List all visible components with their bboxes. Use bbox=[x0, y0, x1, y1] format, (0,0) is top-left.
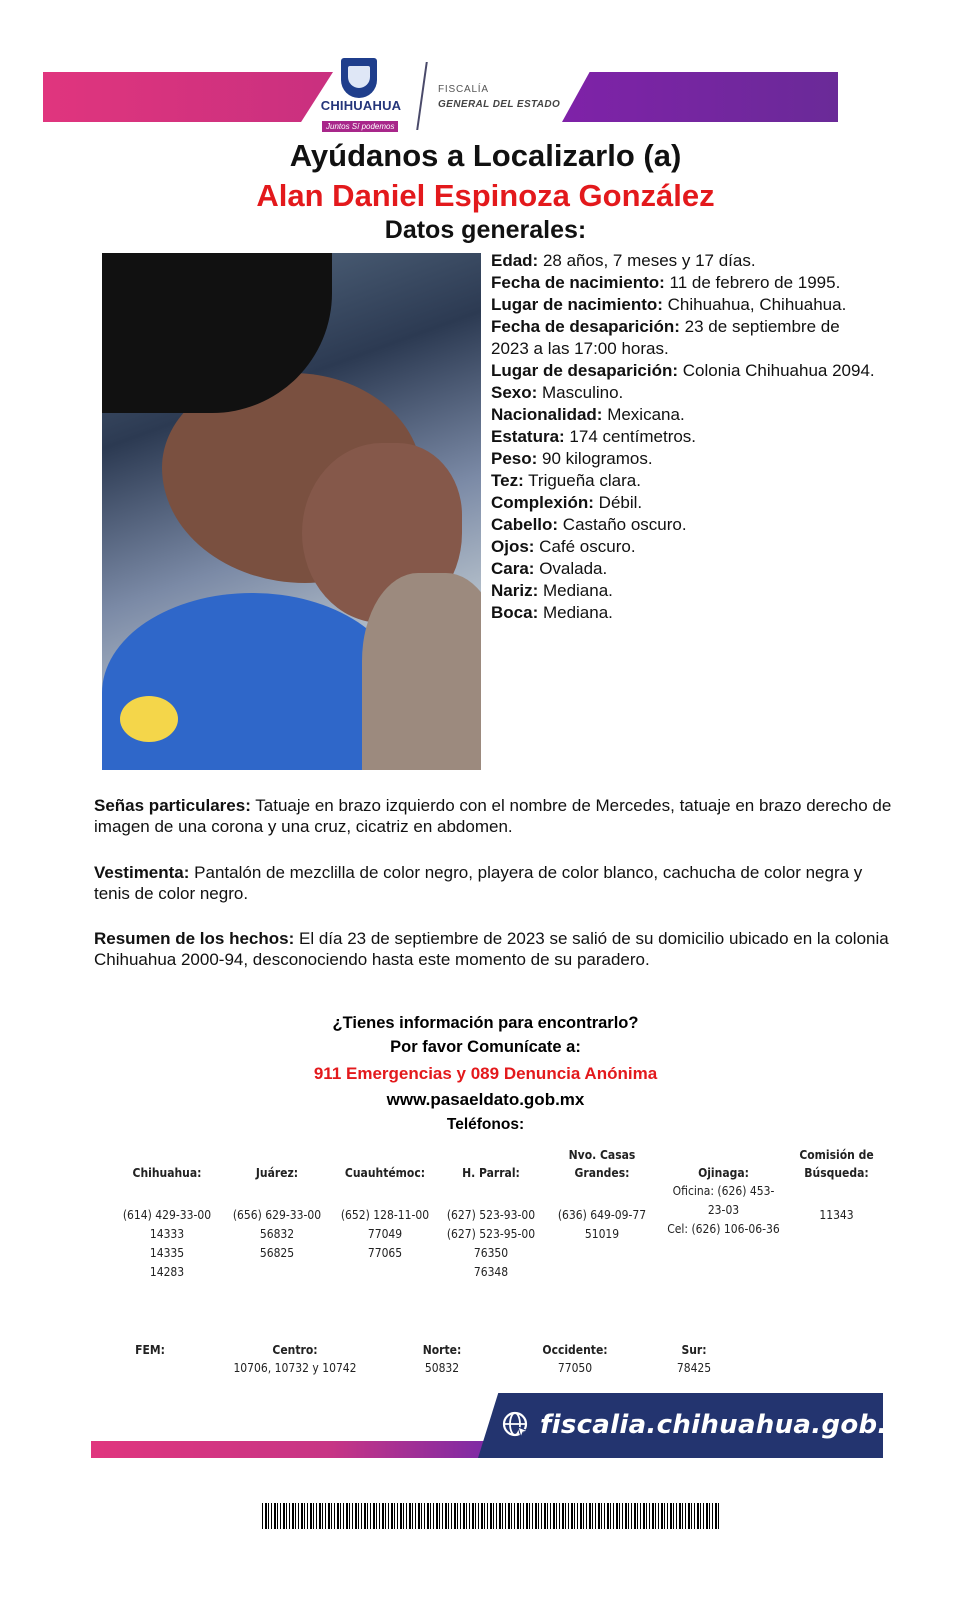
column-title: Sur: bbox=[681, 1343, 707, 1357]
detail-nariz: Nariz: Mediana. bbox=[491, 581, 613, 600]
contact-request: Por favor Comunícate a: bbox=[390, 1038, 581, 1056]
phone-line: (614) 429-33-00 bbox=[122, 1208, 212, 1222]
globe-cursor-icon bbox=[502, 1411, 530, 1439]
ext-norte bbox=[402, 1341, 482, 1378]
cell-phone: Cel: (626) 106-06-36 bbox=[667, 1222, 780, 1236]
phones-cuauhtemoc bbox=[326, 1164, 444, 1263]
column-title: Chihuahua: bbox=[132, 1166, 202, 1180]
column-title-line1: Nvo. Casas bbox=[568, 1148, 636, 1162]
footer-gradient-band bbox=[91, 1441, 491, 1458]
phone-line: 56825 bbox=[259, 1246, 295, 1260]
detail-lugar-nacimiento: Lugar de nacimiento: Chihuahua, Chihuahua. bbox=[491, 295, 847, 314]
column-title-line2: Grandes: bbox=[574, 1166, 630, 1180]
ext-fem bbox=[100, 1341, 200, 1359]
phone-line: (627) 523-95-00 bbox=[446, 1227, 536, 1241]
phone-line: 56832 bbox=[259, 1227, 295, 1241]
photo-tattooed-arm bbox=[362, 573, 481, 770]
general-data-heading: Datos generales: bbox=[384, 216, 587, 244]
column-title: Occidente: bbox=[542, 1343, 608, 1357]
phones-chihuahua bbox=[108, 1164, 226, 1282]
phone-line: 51019 bbox=[584, 1227, 620, 1241]
detail-cara: Cara: Ovalada. bbox=[491, 559, 608, 578]
phones-casas-grandes bbox=[543, 1146, 661, 1244]
detail-edad: Edad: 28 años, 7 meses y 17 días. bbox=[491, 251, 756, 270]
office-phone-line2: 23-03 bbox=[707, 1203, 740, 1217]
extension-value: 77050 bbox=[557, 1361, 593, 1375]
column-title: Cuauhtémoc: bbox=[344, 1166, 426, 1180]
ext-sur bbox=[654, 1341, 734, 1378]
fiscalia-website-link[interactable]: fiscalia.chihuahua.gob.mx bbox=[540, 1410, 933, 1440]
extension-value: 50832 bbox=[424, 1361, 460, 1375]
missing-person-photo bbox=[102, 253, 481, 770]
phone-line: (627) 523-93-00 bbox=[446, 1208, 536, 1222]
phone-line: 14335 bbox=[149, 1246, 185, 1260]
office-phone-line1: Oficina: (626) 453- bbox=[672, 1184, 775, 1198]
extension-value: 78425 bbox=[676, 1361, 712, 1375]
column-title: Centro: bbox=[272, 1343, 318, 1357]
header-divider bbox=[416, 62, 428, 130]
detail-tez: Tez: Trigueña clara. bbox=[491, 471, 641, 490]
detail-sexo: Sexo: Masculino. bbox=[491, 383, 624, 402]
phone-line: (636) 649-09-77 bbox=[557, 1208, 647, 1222]
phone-line: 77065 bbox=[367, 1246, 403, 1260]
phones-juarez bbox=[218, 1164, 336, 1263]
missing-person-name: Alan Daniel Espinoza González bbox=[256, 178, 715, 213]
detail-estatura: Estatura: 174 centímetros. bbox=[491, 427, 697, 446]
detail-ojos: Ojos: Café oscuro. bbox=[491, 537, 636, 556]
emergency-numbers: 911 Emergencias y 089 Denuncia Anónima bbox=[313, 1064, 658, 1083]
detail-complexion: Complexión: Débil. bbox=[491, 493, 643, 512]
detail-nacionalidad: Nacionalidad: Mexicana. bbox=[491, 405, 685, 424]
detail-fecha-desaparicion: Fecha de desaparición: 23 de septiembre de 2023 a las 17:00 horas. bbox=[491, 317, 840, 358]
state-crest-shield-icon bbox=[348, 66, 370, 88]
phone-line: 76348 bbox=[473, 1265, 509, 1279]
phones-comision-busqueda bbox=[784, 1146, 889, 1225]
ext-centro bbox=[215, 1341, 375, 1378]
column-title-line2: Búsqueda: bbox=[804, 1166, 869, 1180]
detail-lugar-desaparicion: Lugar de desaparición: Colonia Chihuahua 2094. bbox=[491, 361, 875, 380]
detail-cabello: Cabello: Castaño oscuro. bbox=[491, 515, 687, 534]
general-data-list bbox=[491, 250, 881, 624]
extension-value: 10706, 10732 y 10742 bbox=[233, 1361, 357, 1375]
barcode bbox=[262, 1503, 720, 1529]
distinguishing-marks: Señas particulares: Tatuaje en brazo izquierdo con el nombre de Mercedes, tatuaje en brazo derecho de imagen de una corona y una cruz, cicatriz en abdomen. bbox=[94, 796, 892, 836]
phones-parral bbox=[432, 1164, 550, 1282]
emoji-sticker-icon bbox=[120, 696, 178, 742]
phone-line: 14333 bbox=[149, 1227, 185, 1241]
column-title: H. Parral: bbox=[462, 1166, 520, 1180]
column-title: Juárez: bbox=[255, 1166, 299, 1180]
detail-boca: Boca: Mediana. bbox=[491, 603, 613, 622]
header-purple-band bbox=[562, 72, 838, 122]
column-title-line1: Comisión de bbox=[799, 1148, 874, 1162]
state-name: CHIHUAHUA bbox=[320, 98, 402, 113]
detail-peso: Peso: 90 kilogramos. bbox=[491, 449, 653, 468]
phone-line: 76350 bbox=[473, 1246, 509, 1260]
photo-shirt bbox=[102, 593, 402, 770]
column-title: FEM: bbox=[135, 1343, 165, 1357]
phone-line: 11343 bbox=[819, 1208, 854, 1222]
detail-fecha-nacimiento: Fecha de nacimiento: 11 de febrero de 1995. bbox=[491, 273, 841, 292]
phone-line: 77049 bbox=[367, 1227, 403, 1241]
info-question: ¿Tienes información para encontrarlo? bbox=[332, 1014, 639, 1032]
phone-line: 14283 bbox=[149, 1265, 185, 1279]
agency-name-line1: FISCALÍA bbox=[438, 84, 489, 95]
phones-ojinaga bbox=[656, 1164, 791, 1239]
tip-website-link[interactable]: www.pasaeldato.gob.mx bbox=[386, 1090, 585, 1109]
incident-summary: Resumen de los hechos: El día 23 de septiembre de 2023 se salió de su domicilio ubicado en la colonia Chihuahua 2000-94, desconociendo hasta este momento de su paradero. bbox=[94, 929, 889, 969]
ext-occidente bbox=[525, 1341, 625, 1378]
column-title: Norte: bbox=[422, 1343, 462, 1357]
header-pink-band bbox=[43, 72, 333, 122]
state-slogan: Juntos Sí podemos bbox=[322, 121, 398, 132]
phone-line: (652) 128-11-00 bbox=[340, 1208, 430, 1222]
agency-name-line2: GENERAL DEL ESTADO bbox=[438, 99, 561, 110]
column-title: Ojinaga: bbox=[698, 1166, 749, 1180]
phone-line: (656) 629-33-00 bbox=[232, 1208, 322, 1222]
clothing: Vestimenta: Pantalón de mezclilla de color negro, playera de color blanco, cachucha de color negra y tenis de color negro. bbox=[94, 863, 863, 903]
phones-heading: Teléfonos: bbox=[446, 1116, 525, 1133]
appeal-title: Ayúdanos a Localizarlo (a) bbox=[289, 138, 682, 173]
